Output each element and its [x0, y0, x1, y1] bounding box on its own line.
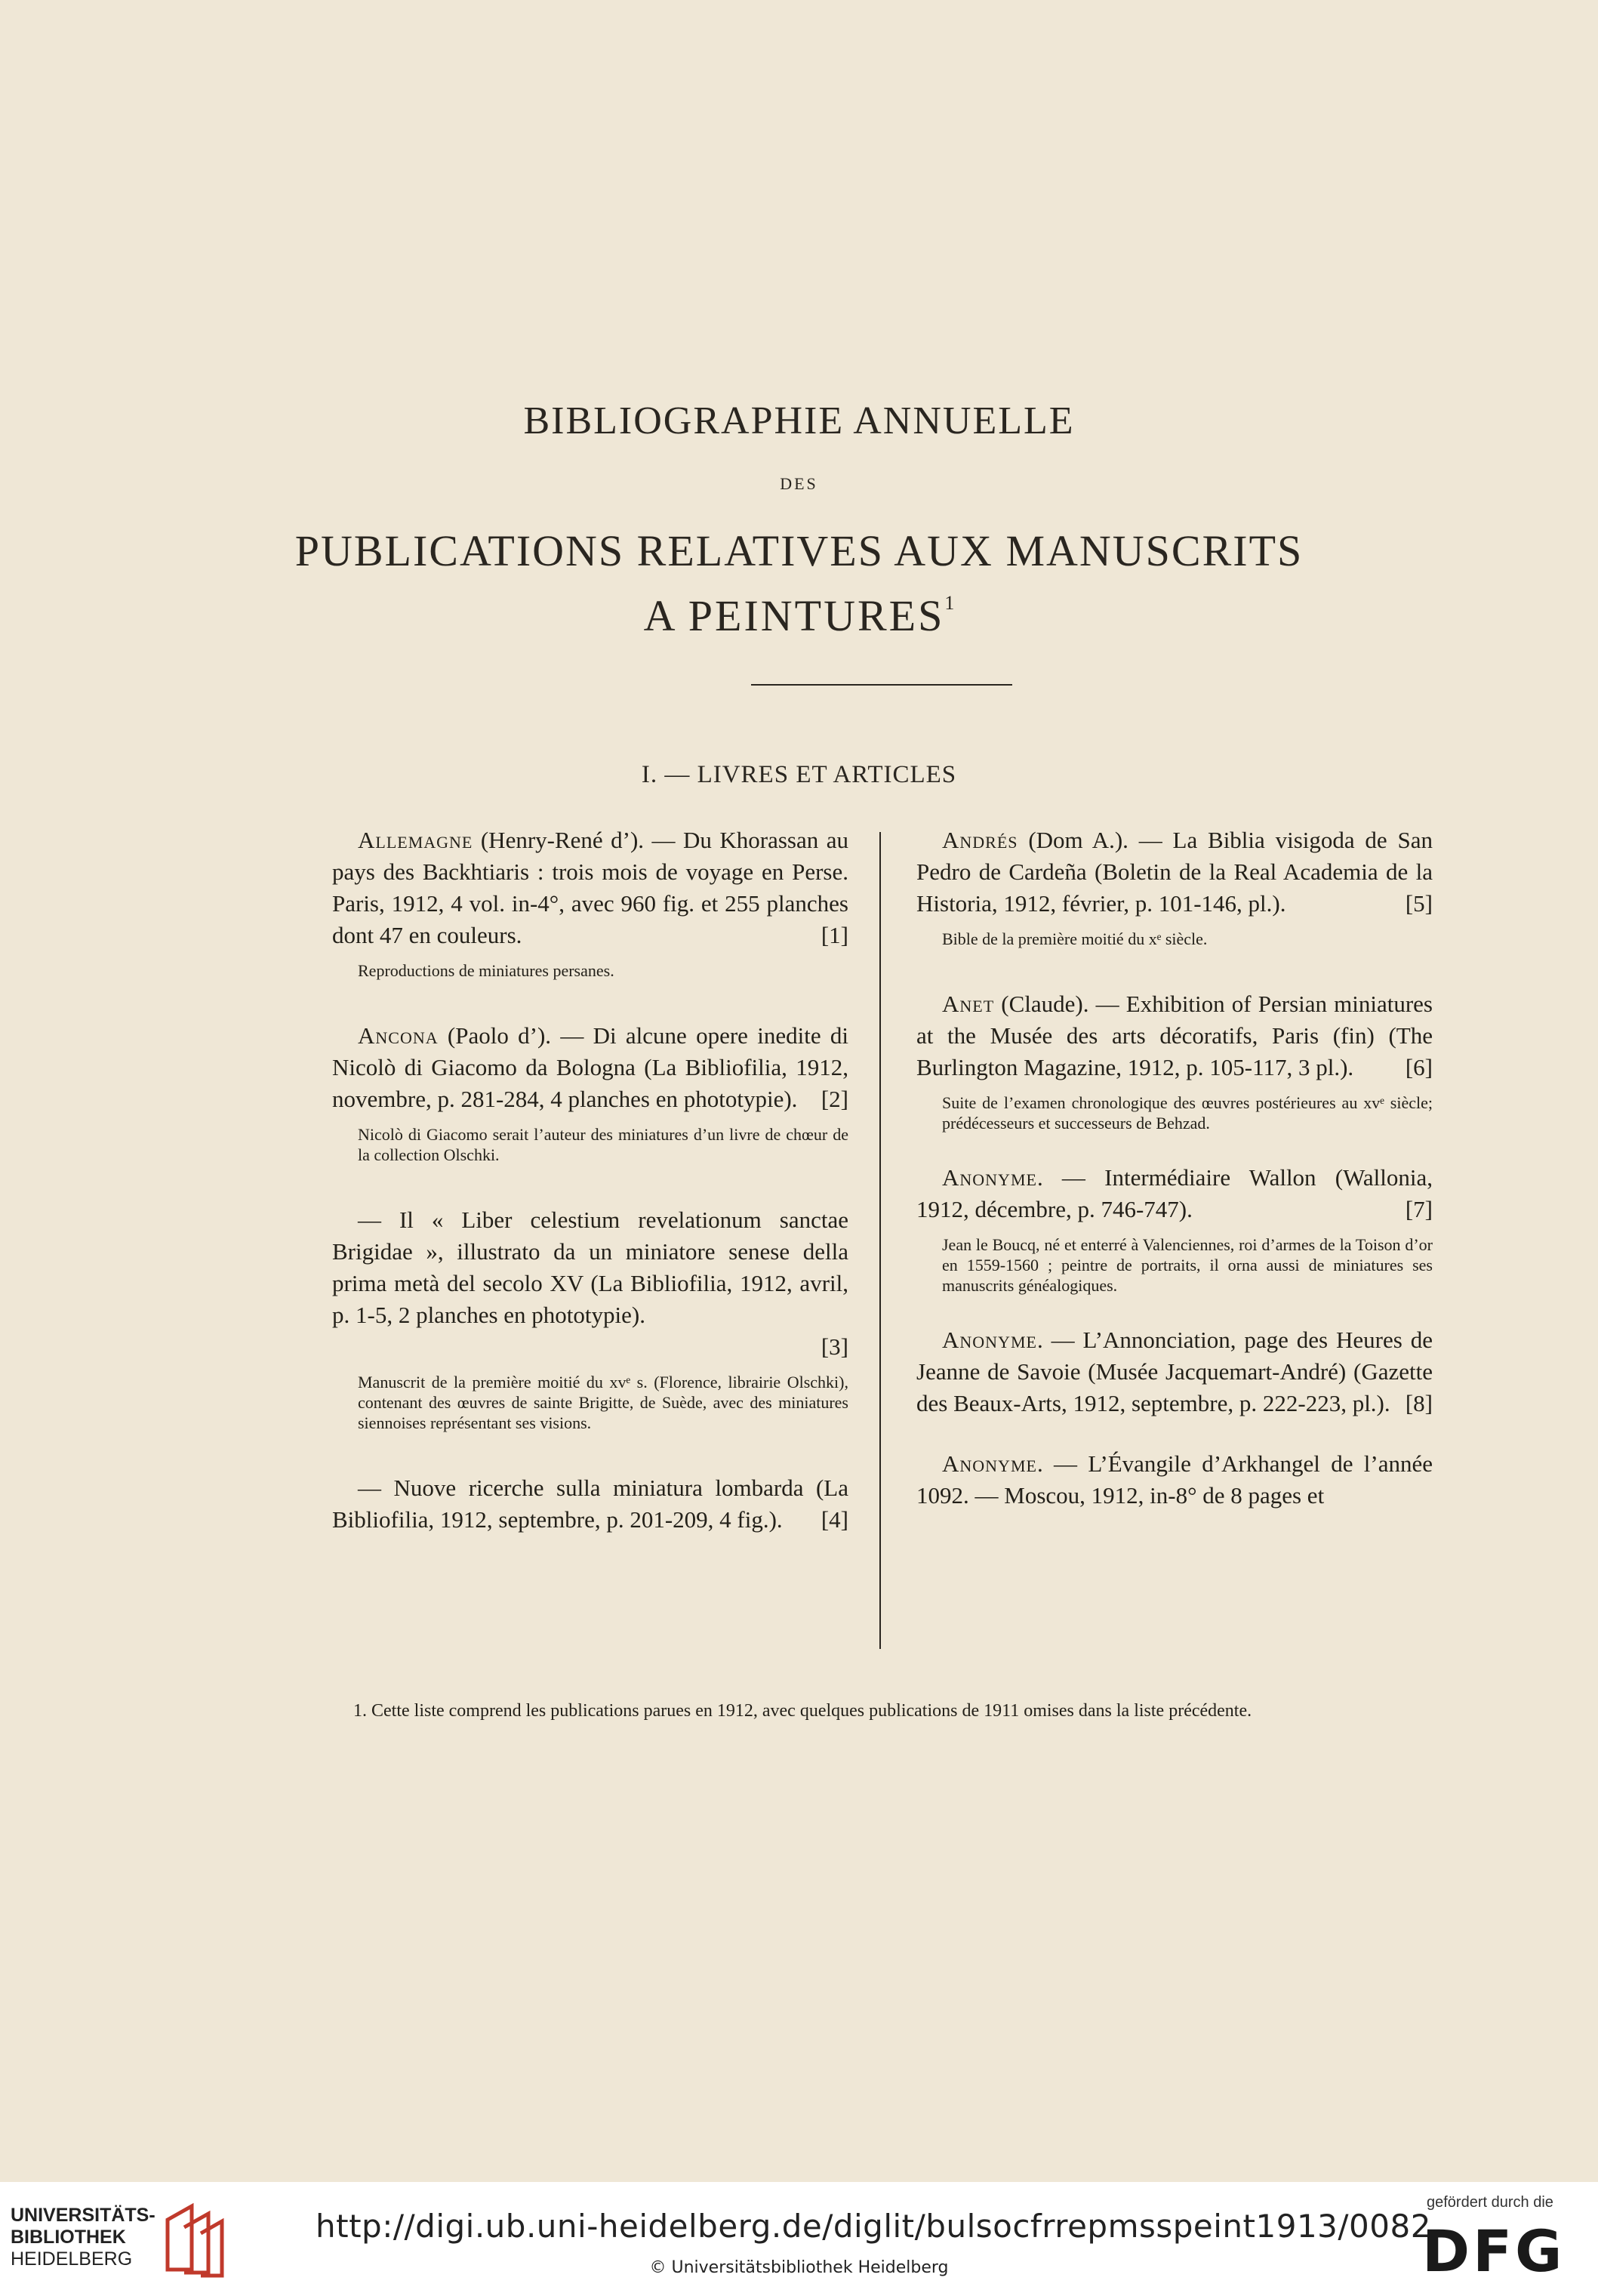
entry-text: (Claude). — Exhibition of Persian miniatures at the Musée des arts décoratifs, Paris (fin) (The Burlington Magazine, 1912, p. 105-117, 3 pl.). [916, 991, 1433, 1080]
title-des: DES [780, 474, 818, 493]
entry-5 [916, 824, 1433, 920]
entry-number: [3] [821, 1333, 848, 1360]
title-publications: PUBLICATIONS RELATIVES AUX MANUSCRITS [294, 526, 1304, 575]
logo-line-2: BIBLIOTHEK [11, 2227, 126, 2248]
entry-note: Reproductions de miniatures persanes. [358, 961, 614, 980]
entry-6 [916, 988, 1433, 1083]
entry-text: . — L’Annonciation, page des Heures de Jeanne de Savoie (Musée Jacquemart-André) (Gazette des Beaux-Arts, 1912, septembre, p. 222-223, pl.). [916, 1327, 1433, 1416]
entry-4 [332, 1472, 848, 1536]
logo-line-1: UNIVERSITÄTS- [11, 2205, 155, 2226]
entry-1 [332, 824, 848, 951]
entry-number: [6] [1405, 1054, 1433, 1080]
dfg-logo[interactable]: DFG [1422, 2217, 1566, 2285]
entry-author: Anet [942, 991, 995, 1017]
entry-text: (Henry-René d’). — Du Khorassan au pays des Backhtiaris : trois mois de voyage en Perse. Paris, 1912, 4 vol. in-4°, avec 960 fig. et 255 planches dont 47 en couleurs. [332, 827, 848, 948]
footnote: 1. Cette liste comprend les publications parues en 1912, avec quelques publications de 1911 omises dans la liste précédente. [353, 1701, 1252, 1721]
document-url-link[interactable]: http://digi.ub.uni-heidelberg.de/diglit/bulsocfrrepmsspeint1913/0082 [316, 2208, 1431, 2245]
entry-author: Anonyme [942, 1450, 1037, 1477]
left-column [332, 824, 848, 1536]
entry-text: . — L’Évangile d’Arkhangel de l’année 1092. — Moscou, 1912, in-8° de 8 pages et [916, 1450, 1433, 1509]
entry-text: . — Intermédiaire Wallon (Wallonia, 1912, décembre, p. 746-747). [916, 1164, 1433, 1222]
entry-number: [2] [821, 1086, 848, 1112]
entry-note: Suite de l’examen chronologique des œuvres postérieures au xvᵉ siècle; prédécesseurs et successeurs de Behzad. [942, 1093, 1433, 1133]
entry-author: Ancona [358, 1022, 439, 1049]
funding-label: gefördert durch die [1427, 2194, 1553, 2211]
entry-author: Anonyme [942, 1327, 1037, 1353]
entry-author: Andrés [942, 827, 1018, 853]
title-peintures-text: A PEINTURES [643, 591, 945, 640]
entry-9 [916, 1448, 1433, 1512]
entry-note: Manuscrit de la première moitié du xvᵉ s. (Florence, librairie Olschki), contenant des œuvres de sainte Brigitte, de Suède, avec des miniatures siennoises représentant ses visions. [358, 1373, 848, 1432]
entry-2 [332, 1020, 848, 1115]
entry-author: Anonyme [942, 1164, 1037, 1191]
title-peintures [0, 590, 1598, 641]
library-footer-bar [0, 2182, 1598, 2296]
entry-3 [332, 1204, 848, 1363]
entry-number: [1] [821, 922, 848, 948]
entry-text: — Nuove ricerche sulla miniatura lombarda (La Bibliofilia, 1912, septembre, p. 201-209, 4 fig.). [332, 1475, 848, 1533]
entry-number: [5] [1405, 890, 1433, 917]
column-divider [879, 832, 881, 1649]
entry-number: [8] [1405, 1390, 1433, 1416]
entry-8 [916, 1324, 1433, 1419]
entry-number: [7] [1405, 1196, 1433, 1222]
right-column [916, 824, 1433, 1512]
entry-author: Allemagne [358, 827, 473, 853]
footnote-marker: 1 [944, 592, 955, 614]
entry-text: (Paolo d’). — Di alcune opere inedite di Nicolò di Giacomo da Bologna (La Bibliofilia, 1912, novembre, p. 281-284, 4 planches en phototypie). [332, 1022, 848, 1112]
entry-note: Jean le Boucq, né et enterré à Valenciennes, roi d’armes de la Toison d’or en 1559-1560 ; peintre de portraits, il orna aussi de miniatures ses manuscrits généalogiques. [942, 1235, 1433, 1295]
entry-7 [916, 1162, 1433, 1225]
section-heading: I. — LIVRES ET ARTICLES [641, 761, 957, 788]
entry-text: (Dom A.). — La Biblia visigoda de San Pedro de Cardeña (Boletin de la Real Academia de la Historia, 1912, février, p. 101-146, pl.). [916, 827, 1433, 917]
entry-text: — Il « Liber celestium revelationum sanctae Brigidae », illustrato da un miniatore senese della prima metà del secolo XV (La Bibliofilia, 1912, avril, p. 1-5, 2 planches en phototypie). [332, 1207, 848, 1328]
copyright-notice: © Universitätsbibliothek Heidelberg [649, 2258, 949, 2277]
entry-note: Bible de la première moitié du xᵉ siècle. [942, 929, 1208, 948]
logo-line-3: HEIDELBERG [11, 2248, 133, 2270]
title-bibliographie: BIBLIOGRAPHIE ANNUELLE [523, 399, 1075, 442]
entry-note: Nicolò di Giacomo serait l’auteur des miniatures d’un livre de chœur de la collection Olschki. [358, 1125, 848, 1164]
title-rule [751, 684, 1012, 686]
entry-number: [4] [821, 1506, 848, 1533]
